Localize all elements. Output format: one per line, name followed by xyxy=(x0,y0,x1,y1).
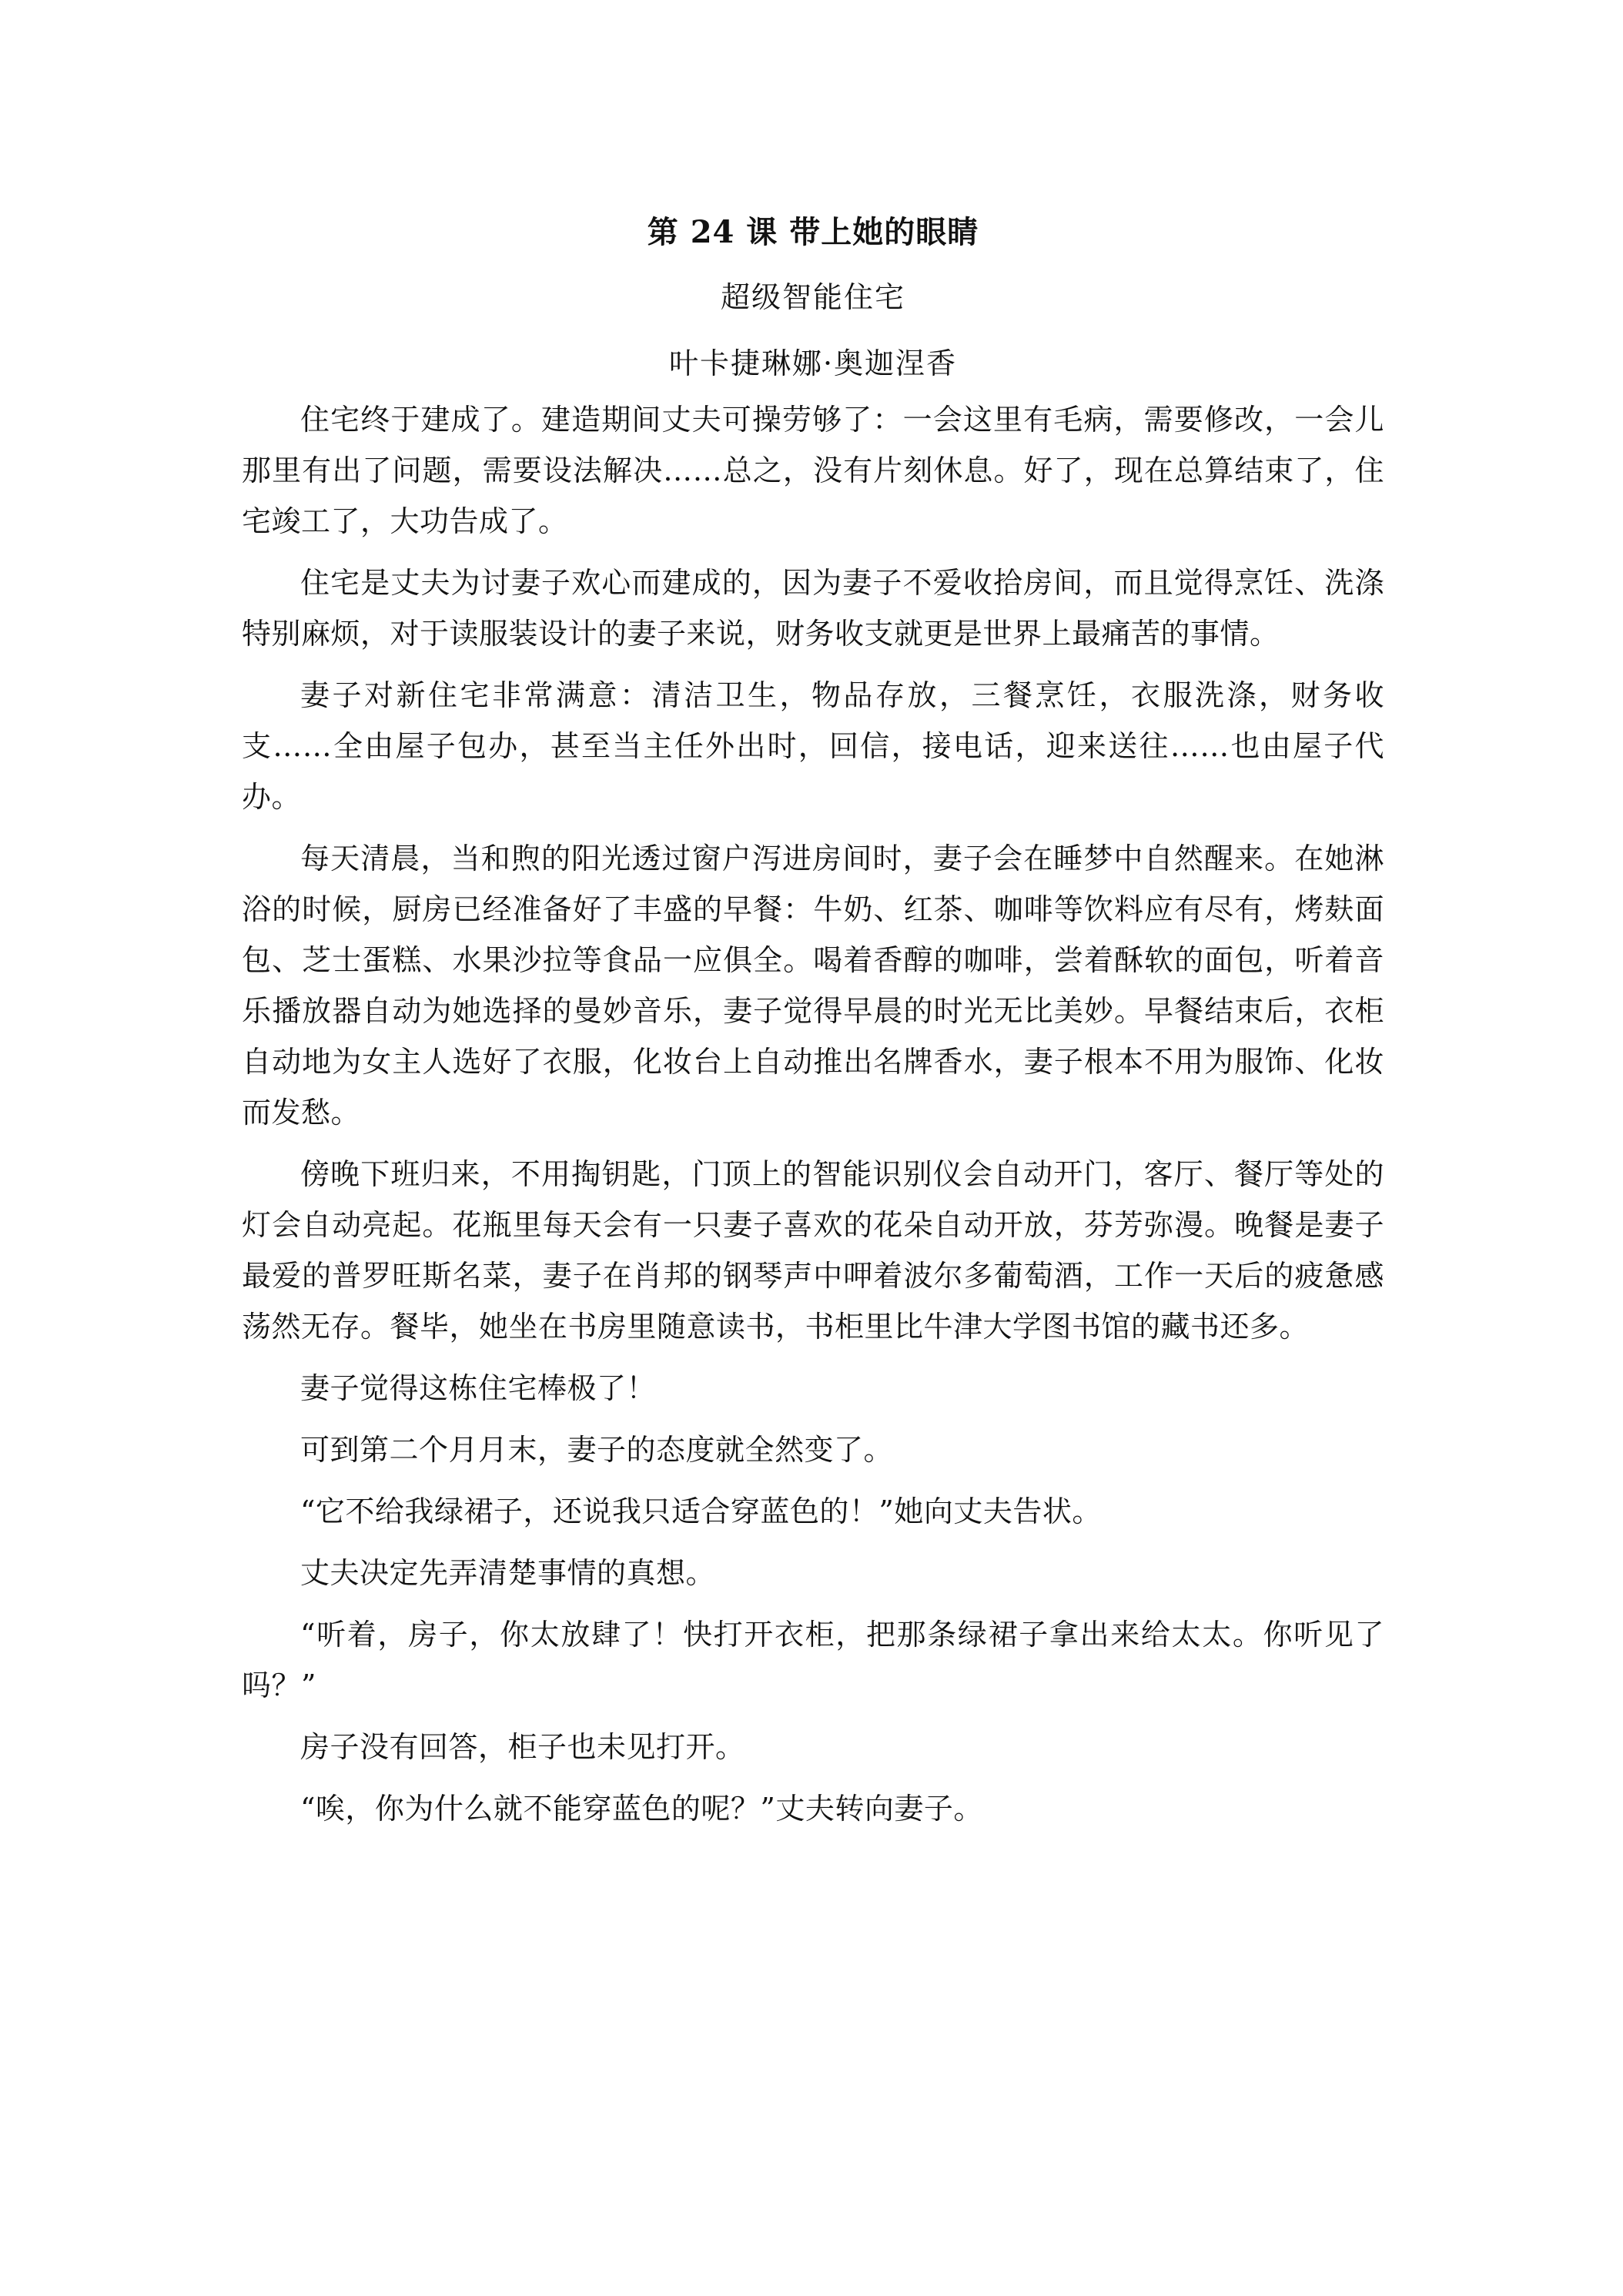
paragraph: 房子没有回答，柜子也未见打开。 xyxy=(300,1730,745,1764)
paragraph: 丈夫决定先弄清楚事情的真想。 xyxy=(300,1556,716,1590)
paragraph: 每天清晨，当和煦的阳光透过窗户泻进房间时，妻子会在睡梦中自然醒来。在她淋浴的时候，厨房已经准备好了丰盛的早餐：牛奶、红茶、咖啡等饮料应有尽有，烤麸面包、芝士蛋糕、水果沙拉等食品一应俱全。喝着香醇的咖啡，尝着酥软的面包，听着音乐播放器自动为她选择的曼妙音乐，妻子觉得早晨的时光无比美妙。早餐结束后，衣柜自动地为女主人选好了衣服，化妆台上自动推出名牌香水，妻子根本不用为服饰、化妆而发愁。 xyxy=(242,842,1384,1130)
article-author: 叶卡捷琳娜·奥迦涅香 xyxy=(668,346,958,380)
paragraph: 妻子觉得这栋住宅棒极了！ xyxy=(300,1371,657,1405)
paragraph: “它不给我绿裙子，还说我只适合穿蓝色的！”她向丈夫告状。 xyxy=(300,1494,1102,1528)
paragraph: 妻子对新住宅非常满意：清洁卫生，物品存放，三餐烹饪，衣服洗涤，财务收支……全由屋子包办，甚至当主任外出时，回信，接电话，迎来送往……也由屋子代办。 xyxy=(242,678,1384,814)
paragraph: “听着，房子，你太放肆了！快打开衣柜，把那条绿裙子拿出来给太太。你听见了吗？” xyxy=(242,1618,1384,1702)
paragraph: 住宅终于建成了。建造期间丈夫可操劳够了：一会这里有毛病，需要修改，一会儿那里有出了问题，需要设法解决……总之，没有片刻休息。好了，现在总算结束了，住宅竣工了，大功告成了。 xyxy=(242,403,1384,538)
paragraph: 傍晚下班归来，不用掏钥匙，门顶上的智能识别仪会自动开门，客厅、餐厅等处的灯会自动亮起。花瓶里每天会有一只妻子喜欢的花朵自动开放，芬芳弥漫。晚餐是妻子最爱的普罗旺斯名菜，妻子在肖邦的钢琴声中呷着波尔多葡萄酒，工作一天后的疲惫感荡然无存。餐毕，她坐在书房里随意读书，书柜里比牛津大学图书馆的藏书还多。 xyxy=(242,1157,1384,1344)
paragraph: 住宅是丈夫为讨妻子欢心而建成的，因为妻子不爱收拾房间，而且觉得烹饪、洗涤特别麻烦，对于读服装设计的妻子来说，财务收支就更是世界上最痛苦的事情。 xyxy=(242,566,1384,651)
paragraph: 可到第二个月月末，妻子的态度就全然变了。 xyxy=(300,1433,894,1467)
paragraph: “唉，你为什么就不能穿蓝色的呢？”丈夫转向妻子。 xyxy=(300,1792,983,1826)
lesson-title: 第 24 课 带上她的眼睛 xyxy=(647,214,979,250)
article-body xyxy=(242,394,1384,1845)
article-subtitle: 超级智能住宅 xyxy=(720,280,905,314)
